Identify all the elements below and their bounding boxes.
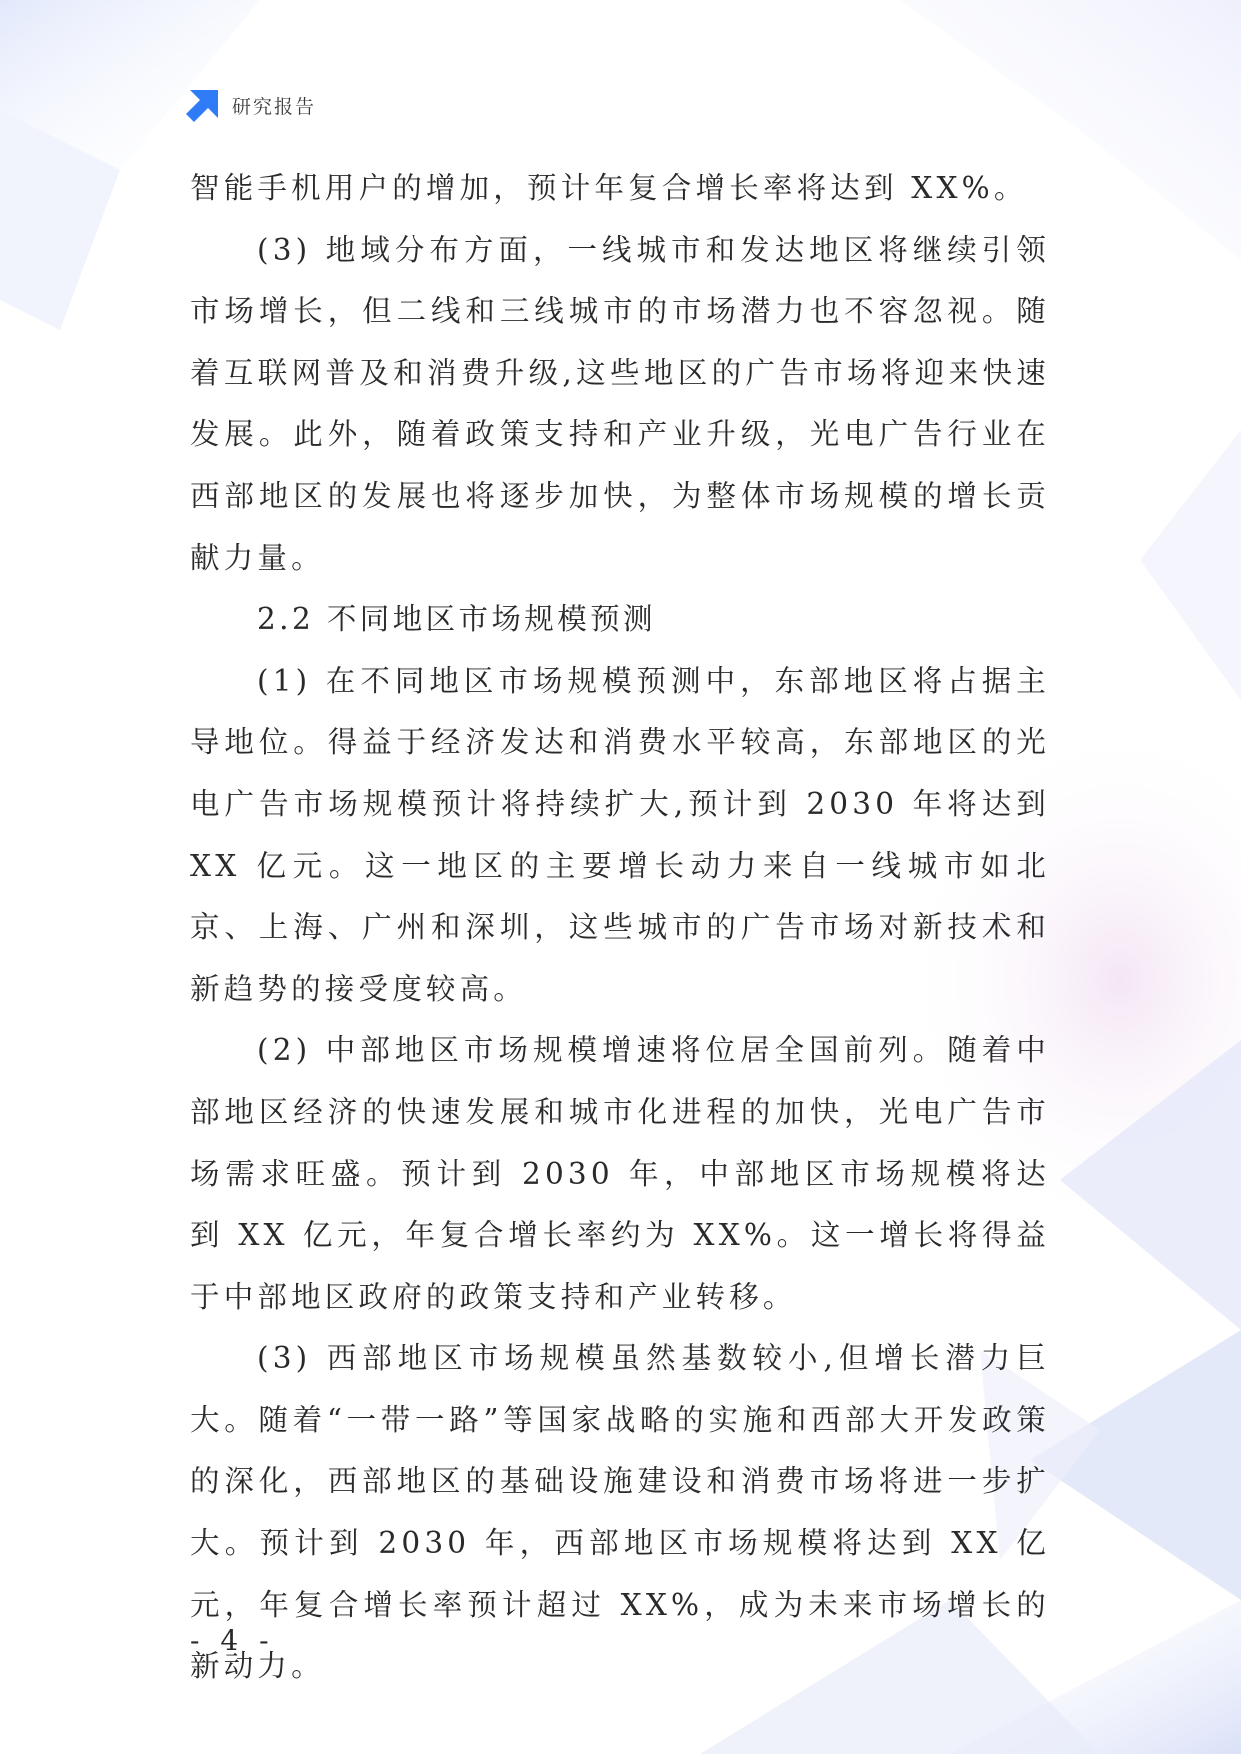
report-header — [186, 88, 316, 122]
paragraph: (2) 中部地区市场规模增速将位居全国前列。随着中部地区经济的快速发展和城市化进程的加快，光电广告市场需求旺盛。预计到 2030 年，中部地区市场规模将达到 XX 亿元，年复合增长率约为 XX%。这一增长将得益于中部地区政府的政策支持和产业转移。 — [190, 1033, 1050, 1314]
paragraph: (1) 在不同地区市场规模预测中，东部地区将占据主导地位。得益于经济发达和消费水平较高，东部地区的光电广告市场规模预计将持续扩大,预计到 2030 年将达到 XX 亿元。这一地区的主要增长动力来自一线城市如北京、上海、广州和深圳，这些城市的广告市场对新技术和新趋势的接受度较高。 — [190, 663, 1050, 1006]
paragraph: (3) 西部地区市场规模虽然基数较小,但增长潜力巨大。随着“一带一路”等国家战略的实施和西部大开发政策的深化，西部地区的基础设施建设和消费市场将进一步扩大。预计到 2030 年，西部地区市场规模将达到 XX 亿元，年复合增长率预计超过 XX%，成为未来市场增长的新动力。 — [190, 1341, 1050, 1684]
paragraph: (3) 地域分布方面，一线城市和发达地区将继续引领市场增长，但二线和三线城市的市场潜力也不容忽视。随着互联网普及和消费升级,这些地区的广告市场将迎来快速发展。此外，随着政策支持和产业升级，光电广告行业在西部地区的发展也将逐步加快，为整体市场规模的增长贡献力量。 — [190, 232, 1050, 575]
arrow-up-right-icon — [186, 88, 220, 122]
section-heading: 2.2 不同地区市场规模预测 — [257, 602, 656, 637]
page-number: - 4 - — [190, 1624, 275, 1657]
paragraph: 智能手机用户的增加，预计年复合增长率将达到 XX%。 — [190, 171, 1028, 205]
document-body — [190, 158, 1050, 1698]
header-title: 研究报告 — [232, 95, 317, 118]
